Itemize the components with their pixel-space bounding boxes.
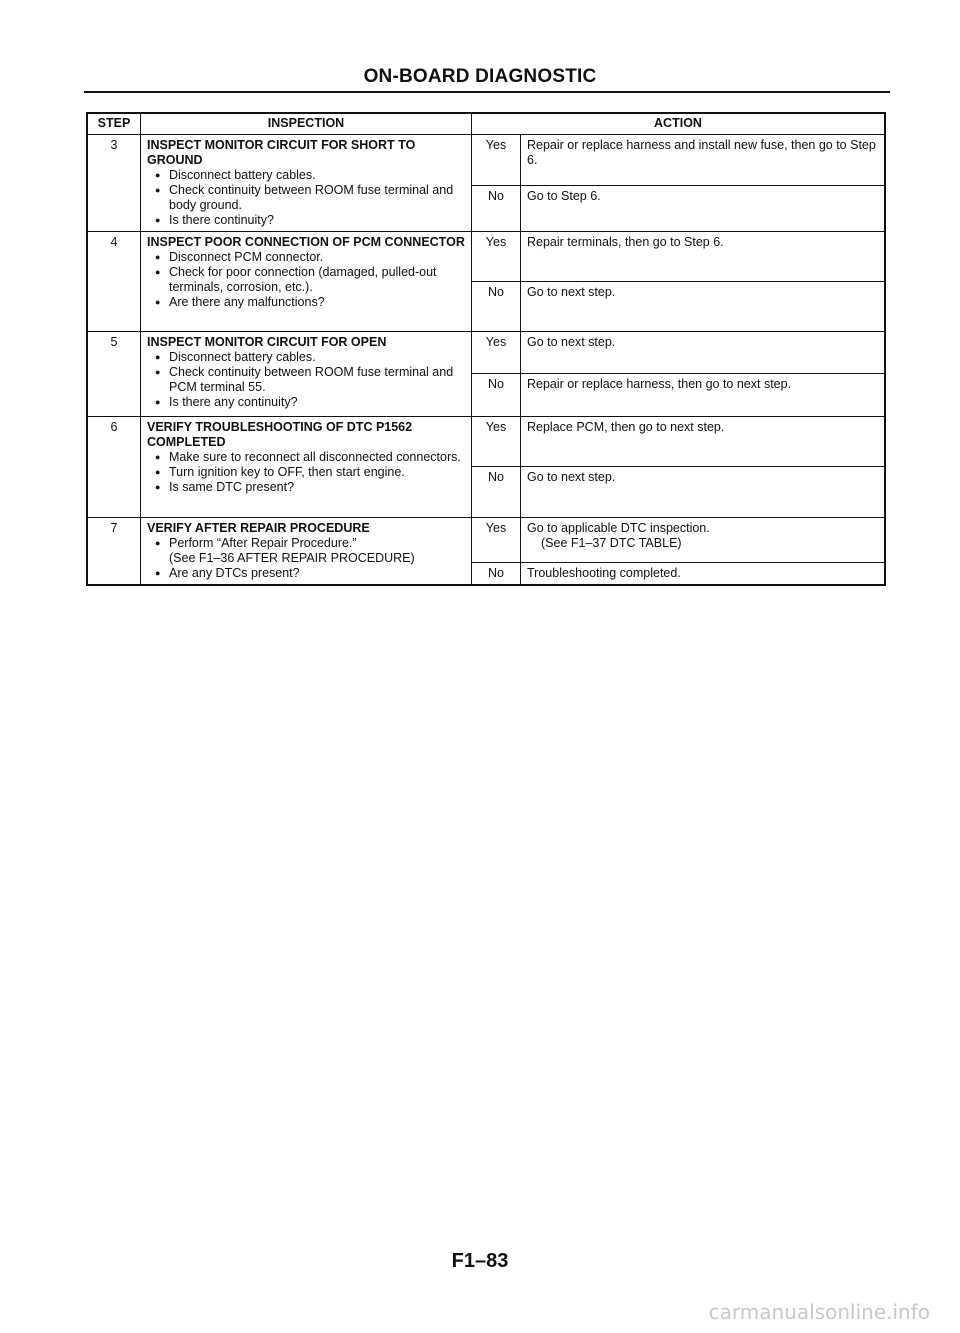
list-item: ● Is there any continuity?	[147, 395, 465, 410]
table-row	[87, 232, 885, 282]
list-item: ● Check continuity between ROOM fuse terminal and body ground.	[147, 183, 465, 213]
watermark: carmanualsonline.info	[708, 1300, 930, 1324]
inspection-title: INSPECT POOR CONNECTION OF PCM CONNECTOR	[147, 235, 465, 249]
step-number: 5	[87, 332, 141, 417]
header-step: STEP	[87, 113, 141, 135]
list-item: ● Is there continuity?	[147, 213, 465, 228]
list-item: ● Are there any malfunctions?	[147, 295, 465, 310]
yes-label: Yes	[472, 135, 521, 186]
no-label: No	[472, 186, 521, 232]
no-label: No	[472, 562, 521, 585]
yes-action: Replace PCM, then go to next step.	[521, 417, 886, 467]
list-item: ● Are any DTCs present?	[147, 566, 465, 581]
no-action: Go to Step 6.	[521, 186, 886, 232]
table-row	[87, 332, 885, 374]
table-row	[87, 518, 885, 563]
inspection-title: INSPECT MONITOR CIRCUIT FOR SHORT TO GROUND	[147, 138, 416, 167]
yes-action: Repair or replace harness and install new fuse, then go to Step 6.	[521, 135, 886, 186]
step-number: 3	[87, 135, 141, 232]
inspection-cell	[141, 332, 472, 417]
list-item: ● Is same DTC present?	[147, 480, 465, 495]
yes-action: Go to applicable DTC inspection.	[527, 521, 710, 535]
no-action: Go to next step.	[521, 282, 886, 332]
yes-label: Yes	[472, 417, 521, 467]
table-row	[87, 417, 885, 467]
inspection-steps	[147, 536, 465, 551]
inspection-steps	[147, 168, 465, 228]
step-number: 7	[87, 518, 141, 586]
list-item: ● Check for poor connection (damaged, pulled-out terminals, corrosion, etc.).	[147, 265, 465, 295]
inspection-cell	[141, 518, 472, 586]
yes-action: Repair terminals, then go to Step 6.	[521, 232, 886, 282]
no-action: Go to next step.	[521, 467, 886, 518]
yes-label: Yes	[472, 332, 521, 374]
diagnostic-table	[86, 112, 886, 586]
list-item: ● Check continuity between ROOM fuse terminal and PCM terminal 55.	[147, 365, 465, 395]
header-action: ACTION	[472, 113, 886, 135]
inspection-steps	[147, 566, 465, 581]
list-item: ● Disconnect battery cables.	[147, 168, 465, 183]
inspection-title: VERIFY AFTER REPAIR PROCEDURE	[147, 521, 370, 535]
list-item: ● Disconnect battery cables.	[147, 350, 465, 365]
inspection-title: VERIFY TROUBLESHOOTING OF DTC P1562 COMPLETED	[147, 420, 413, 449]
no-label: No	[472, 467, 521, 518]
inspection-cell	[141, 232, 472, 332]
no-action: Troubleshooting completed.	[521, 562, 886, 585]
no-label: No	[472, 282, 521, 332]
reference-note: (See F1–36 AFTER REPAIR PROCEDURE)	[169, 551, 415, 565]
inspection-steps	[147, 250, 465, 310]
inspection-cell	[141, 135, 472, 232]
table-header-row	[87, 113, 885, 135]
step-number: 6	[87, 417, 141, 518]
step-number: 4	[87, 232, 141, 332]
page-number: F1–83	[451, 1250, 509, 1272]
no-action: Repair or replace harness, then go to next step.	[521, 374, 886, 417]
title-divider	[84, 91, 890, 93]
reference-note: (See F1–37 DTC TABLE)	[541, 536, 682, 550]
yes-label: Yes	[472, 518, 521, 563]
page-title: ON-BOARD DIAGNOSTIC	[363, 66, 597, 87]
inspection-steps	[147, 450, 465, 495]
list-item: ● Disconnect PCM connector.	[147, 250, 465, 265]
list-item: ● Turn ignition key to OFF, then start engine.	[147, 465, 465, 480]
inspection-cell	[141, 417, 472, 518]
inspection-steps	[147, 350, 465, 410]
list-item: ● Perform “After Repair Procedure.”	[147, 536, 465, 551]
inspection-title: INSPECT MONITOR CIRCUIT FOR OPEN	[147, 335, 387, 349]
yes-label: Yes	[472, 232, 521, 282]
no-label: No	[472, 374, 521, 417]
yes-action: Go to next step.	[521, 332, 886, 374]
table-row	[87, 135, 885, 186]
list-item: ● Make sure to reconnect all disconnected connectors.	[147, 450, 465, 465]
header-inspection: INSPECTION	[141, 113, 472, 135]
yes-action-cell	[521, 518, 886, 563]
